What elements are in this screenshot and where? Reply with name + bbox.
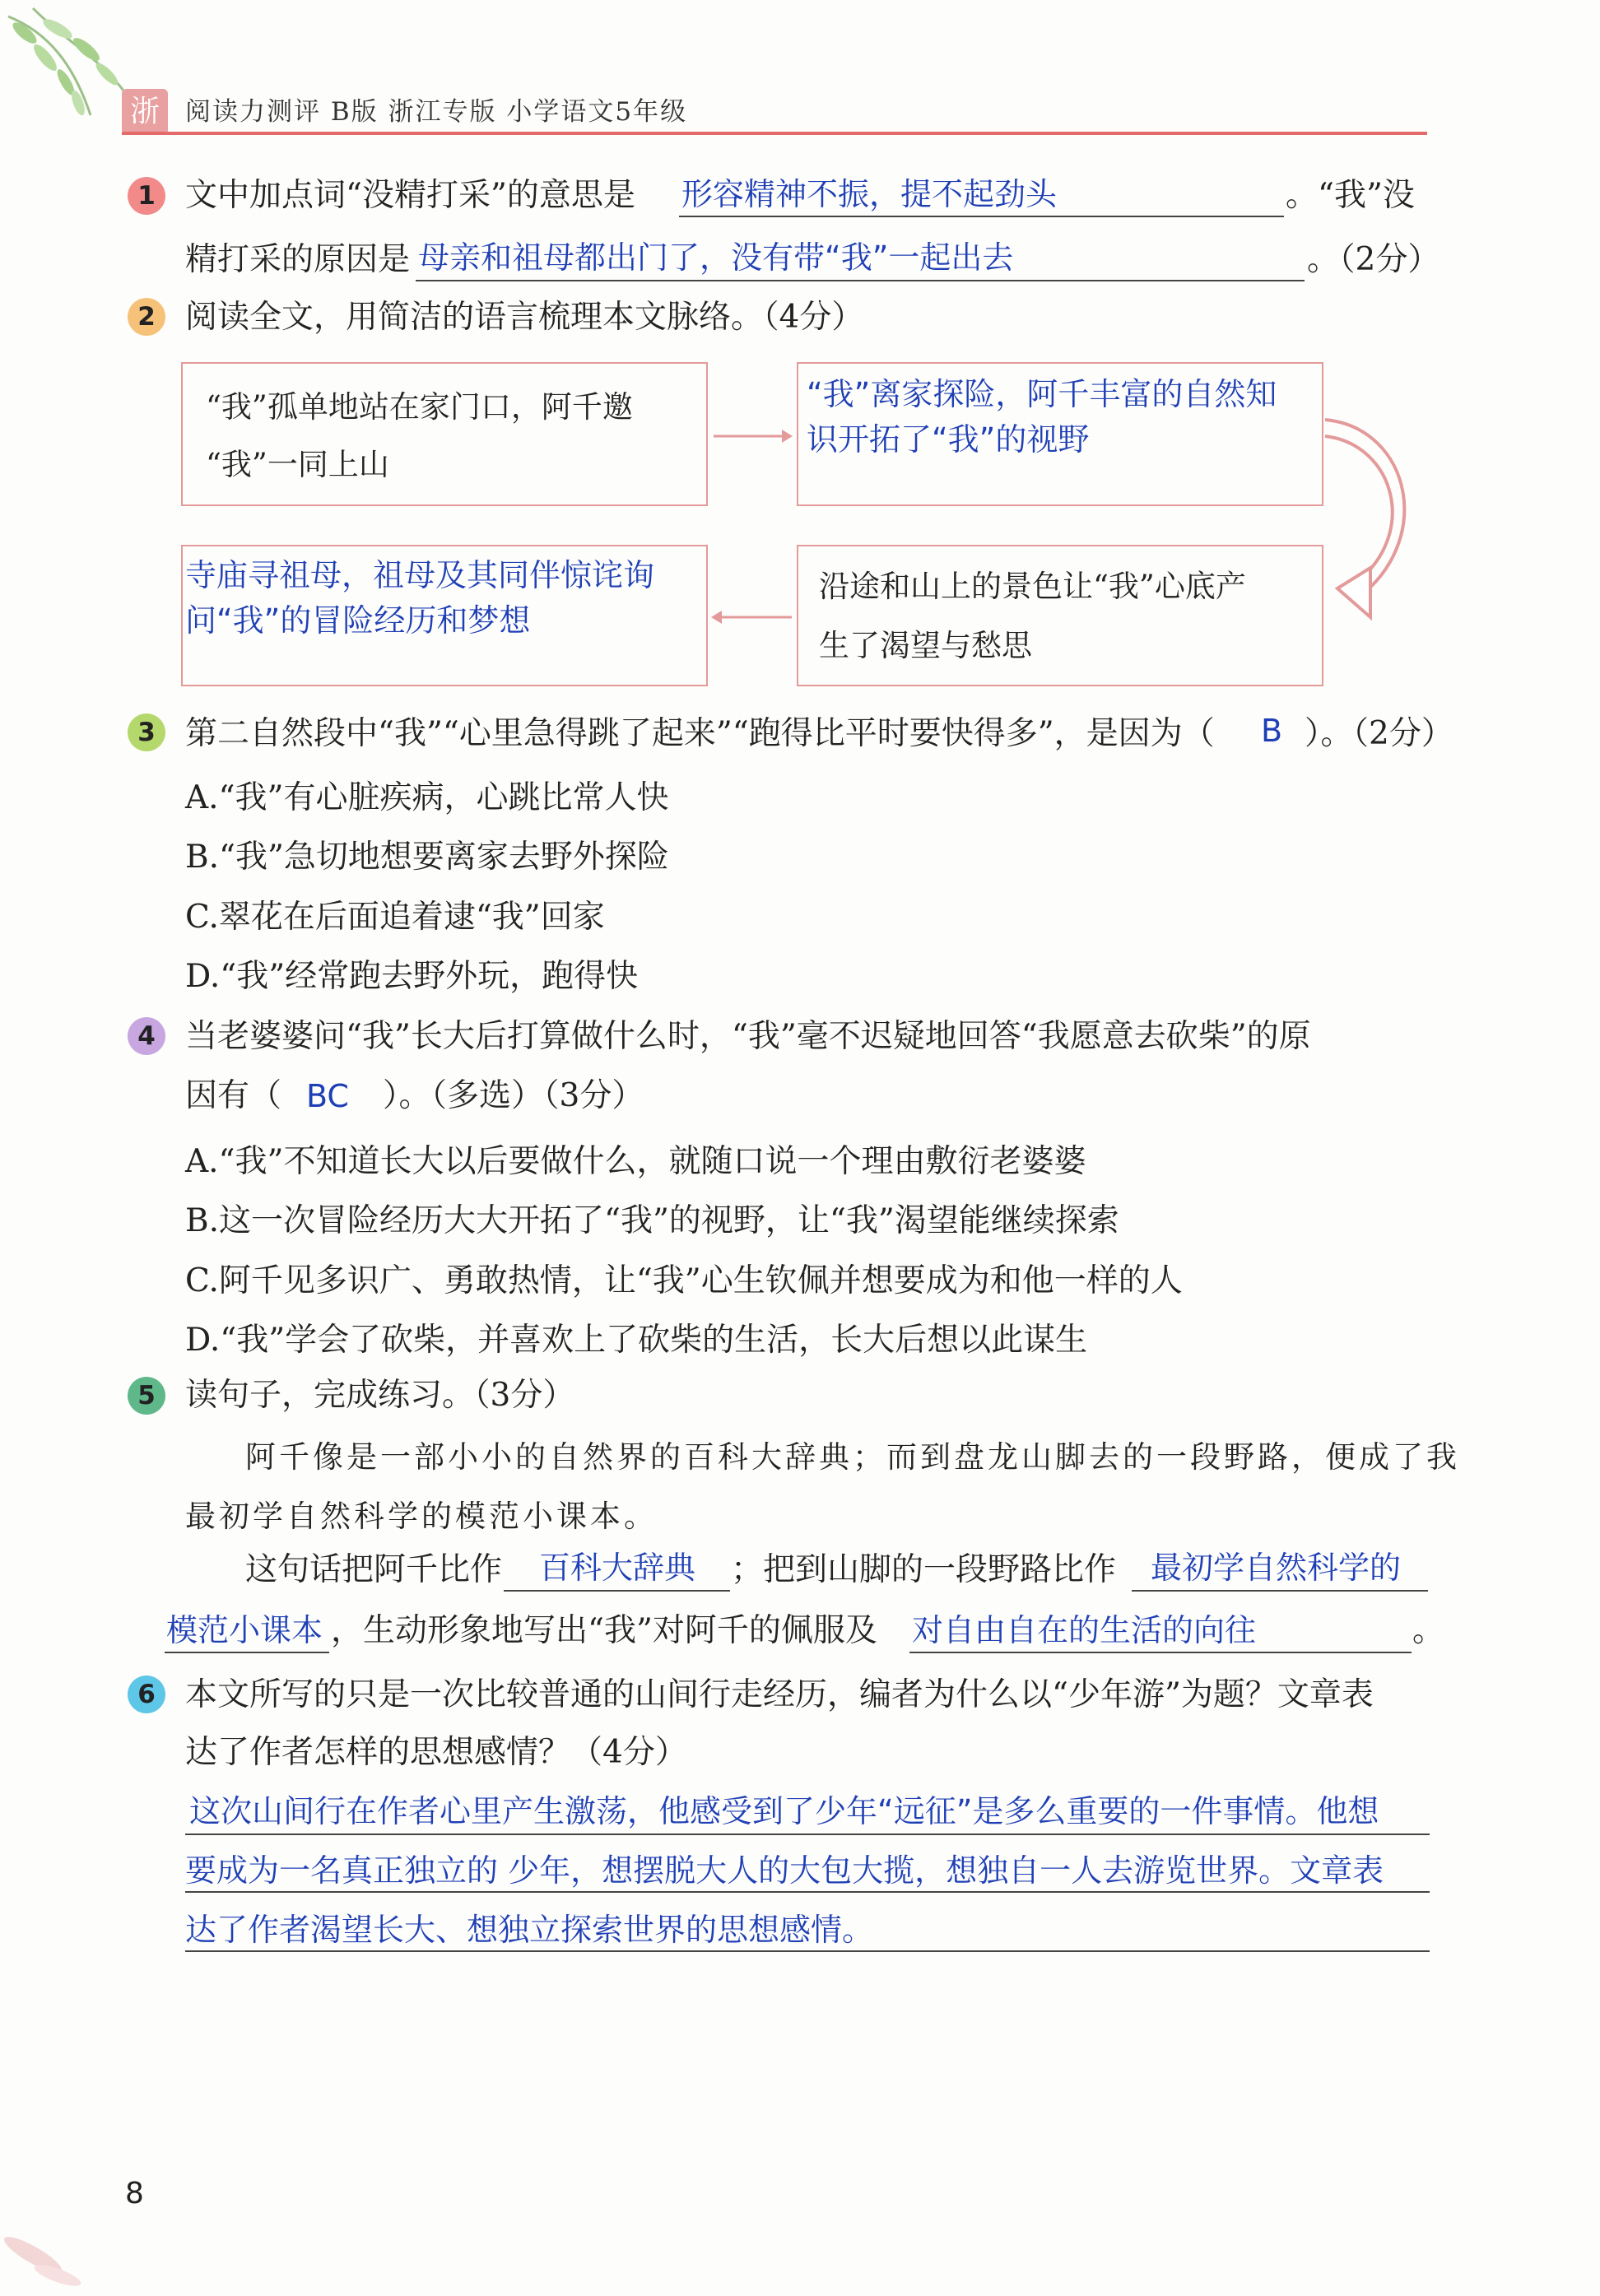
q6-answer-line-1: 这次山间行在作者心里产生激荡，他感受到了少年“远征”是多么重要的一件事情。他想 [189,1793,1379,1829]
q5-answer-b2-line [165,1652,329,1653]
q4-option-c: C.阿千见多识广、勇敢热情，让“我”心生钦佩并想要成为和他一样的人 [185,1262,1183,1299]
q5-fill-b: ；把到山脚的一段野路比作 [731,1551,1117,1588]
q5-text: 读句子，完成练习。（3分） [185,1377,575,1414]
q1-number-badge: 1 [128,177,165,215]
q6-answer-line-2: 要成为一名真正独立的 少年，想摆脱大人的大包大揽，想独自一人去游览世界。文章表 [185,1852,1384,1889]
q6-text-b: 达了作者怎样的思想感情？（4分） [185,1734,687,1771]
flow-box-2-line-1: “我”离家探险，阿千丰富的自然知 [807,376,1277,412]
flow-box-3-line-1: 沿途和山上的景色让“我”心底产 [819,569,1246,604]
q4-answer: BC [306,1078,349,1114]
q3-answer: B [1261,713,1283,749]
q5-answer-c: 对自由自在的生活的向往 [912,1612,1257,1648]
q1-answer-a: 形容精神不振，提不起劲头 [681,176,1058,212]
leaf-decoration-bottom [0,2214,99,2296]
q2-text: 阅读全文，用简洁的语言梳理本文脉络。（4分） [185,299,864,336]
q1-text-a: 文中加点词“没精打采”的意思是 [185,177,635,214]
q3-option-a: A.“我”有心脏疾病，心跳比常人快 [185,779,669,816]
q5-fill-end: 。 [1412,1612,1445,1649]
q5-quote-line-2: 最初学自然科学的模范小课本。 [185,1499,658,1534]
flow-box-4-line-2: 问“我”的冒险经历和梦想 [185,602,531,639]
q3-option-c: C.翠花在后面追着逮“我”回家 [185,899,605,936]
q5-number-badge: 5 [128,1377,165,1415]
q5-fill-a: 这句话把阿千比作 [245,1551,503,1588]
q4-option-a: A.“我”不知道长大以后要做什么，就随口说一个理由敷衍老婆婆 [185,1143,1086,1180]
flow-box-1-line-1: “我”孤单地站在家门口，阿千邀 [206,389,633,425]
flow-arrow-curve [1321,411,1436,634]
q3-number-badge: 3 [128,713,165,751]
q1-text-b: 。“我”没 [1286,177,1415,214]
q3-option-b: B.“我”急切地想要离家去野外探险 [185,839,669,876]
header-title: 阅读力测评 B版 浙江专版 小学语文5年级 [185,97,688,127]
q4-text-a: 当老婆婆问“我”长大后打算做什么时，“我”毫不迟疑地回答“我愿意去砍柴”的原 [185,1018,1311,1055]
q6-answer-rule-2 [185,1891,1430,1893]
header-badge: 浙 [122,89,168,135]
q5-answer-b1-line [1132,1590,1428,1592]
q3-option-d: D.“我”经常跑去野外玩，跑得快 [185,958,639,995]
q4-tail: ）。（多选）（3分） [383,1077,644,1114]
flow-box-1-line-2: “我”一同上山 [206,447,389,482]
q6-answer-line-3: 达了作者渴望长大、想独立探索世界的思想感情。 [185,1912,874,1948]
q5-quote-line-1: 阿千像是一部小小的自然界的百科大辞典；而到盘龙山脚去的一段野路，便成了我 [245,1439,1460,1475]
q5-answer-a: 百科大辞典 [539,1550,696,1586]
q2-number-badge: 2 [128,298,165,336]
flow-box-4-line-1: 寺庙寻祖母，祖母及其同伴惊诧询 [185,557,655,593]
q1-answer-a-line [679,216,1284,217]
q5-answer-b1: 最初学自然科学的 [1151,1550,1402,1586]
q1-text-d: 。（2分） [1307,241,1440,278]
q3-text: 第二自然段中“我”“心里急得跳了起来”“跑得比平时要快得多”，是因为（ [185,715,1215,752]
q5-fill-c: ，生动形象地写出“我”对阿千的佩服及 [331,1612,877,1649]
q4-option-b: B.这一次冒险经历大大开拓了“我”的视野，让“我”渴望能继续探索 [185,1202,1119,1239]
q5-answer-c-line [909,1652,1412,1653]
q6-answer-rule-3 [185,1950,1430,1952]
flow-arrow-left [709,605,796,630]
q6-number-badge: 6 [128,1676,165,1713]
flow-box-2-line-2: 识开拓了“我”的视野 [807,421,1090,458]
q5-answer-a-line [504,1590,730,1592]
q4-number-badge: 4 [128,1017,165,1055]
page-number: 8 [125,2177,144,2210]
leaf-decoration-top [0,0,198,165]
q1-text-c: 精打采的原因是 [185,241,411,278]
flow-box-3-line-2: 生了渴望与愁思 [819,628,1032,663]
q3-tail: ）。（2分） [1305,715,1453,752]
q1-answer-b: 母亲和祖母都出门了，没有带“我”一起出去 [418,239,1014,276]
header-divider [122,132,1427,135]
q5-answer-b2: 模范小课本 [166,1612,323,1648]
q4-option-d: D.“我”学会了砍柴，并喜欢上了砍柴的生活，长大后想以此谋生 [185,1322,1088,1359]
q6-answer-rule-1 [185,1834,1430,1835]
q4-text-b: 因有（ [185,1077,282,1114]
q6-text-a: 本文所写的只是一次比较普通的山间行走经历，编者为什么以“少年游”为题？文章表 [185,1676,1374,1713]
q1-answer-b-line [416,280,1305,281]
flow-arrow-right [712,424,794,449]
